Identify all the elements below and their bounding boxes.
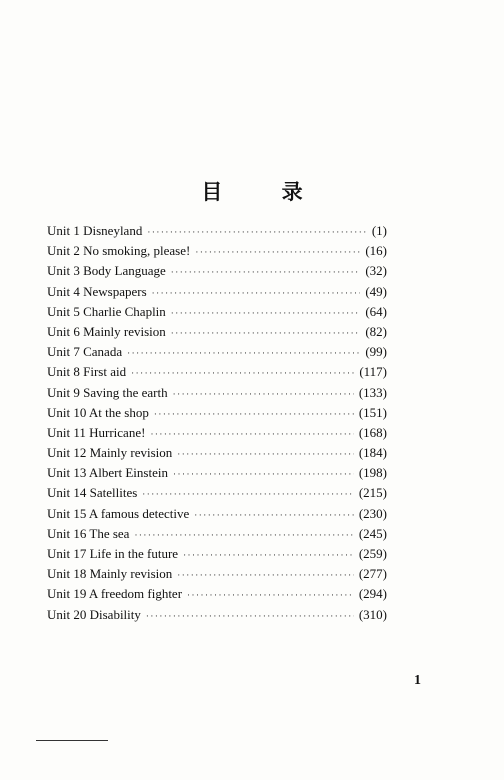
- toc-entry: [47, 605, 387, 625]
- dot-leader: [142, 484, 354, 504]
- toc-entry: [47, 362, 387, 382]
- toc-entry-title: Unit 8 First aid: [47, 364, 127, 380]
- toc-entry: [47, 443, 387, 463]
- dot-leader: [147, 222, 367, 242]
- footnote-rule: [36, 740, 108, 741]
- dot-leader: [134, 525, 353, 545]
- toc-entry: [47, 322, 387, 342]
- toc-entry-title: Unit 4 Newspapers: [47, 283, 147, 299]
- dot-leader: [154, 404, 354, 424]
- dot-leader: [194, 505, 354, 525]
- toc-entry: [47, 544, 387, 564]
- toc-entry-title: Unit 1 Disneyland: [47, 223, 143, 238]
- toc-entry: [47, 463, 387, 483]
- toc-entry-title: Unit 15 A famous detective: [47, 505, 190, 521]
- dot-leader: [173, 464, 354, 484]
- toc-entry-title: Unit 16 The sea: [47, 525, 130, 541]
- toc-entry-page: (133): [358, 384, 387, 400]
- toc-entry: [47, 302, 387, 322]
- dot-leader: [152, 283, 361, 303]
- page-title: 目 录: [201, 180, 329, 204]
- toc-entry-title: Unit 10 At the shop: [47, 404, 149, 420]
- toc-entry-title: Unit 12 Mainly revision: [47, 445, 173, 461]
- toc-entry-page: (49): [365, 283, 387, 299]
- toc-entry-page: (64): [365, 303, 387, 319]
- dot-leader: [195, 242, 360, 262]
- toc-entry-title: Unit 19 A freedom fighter: [47, 586, 183, 602]
- toc-entry-page: (259): [358, 546, 387, 561]
- toc-entry-page: (310): [358, 606, 387, 622]
- toc-entry-title: Unit 14 Satellites: [47, 485, 138, 501]
- toc-entry-page: (277): [358, 566, 387, 582]
- toc-entry: [47, 423, 387, 443]
- dot-leader: [171, 303, 361, 323]
- toc-entry-page: (117): [359, 364, 387, 380]
- toc-entry-title: Unit 17 Life in the future: [47, 546, 179, 561]
- toc-entry: [47, 504, 387, 524]
- dot-leader: [127, 343, 360, 363]
- toc-entry: [47, 483, 387, 503]
- toc-entry-page: (245): [358, 525, 387, 541]
- toc-entry-title: Unit 18 Mainly revision: [47, 566, 173, 582]
- toc-entry-title: Unit 6 Mainly revision: [47, 323, 166, 339]
- page-number: 1: [414, 673, 421, 688]
- toc-entry-page: (215): [358, 485, 387, 501]
- toc-entry-page: (16): [365, 243, 387, 259]
- dot-leader: [177, 444, 354, 464]
- toc-entry: [47, 261, 387, 281]
- toc-entry-page: (184): [358, 445, 387, 461]
- toc-entry: [47, 383, 387, 403]
- table-of-contents: [47, 221, 387, 625]
- toc-entry: [47, 241, 387, 261]
- toc-entry-page: (32): [365, 263, 387, 279]
- toc-entry-page: (99): [365, 344, 387, 360]
- toc-entry: [47, 584, 387, 604]
- toc-entry-page: (1): [371, 223, 387, 238]
- toc-entry-title: Unit 3 Body Language: [47, 263, 166, 279]
- toc-entry: [47, 564, 387, 584]
- toc-entry: [47, 403, 387, 423]
- dot-leader: [171, 323, 361, 343]
- toc-entry-page: (294): [358, 586, 387, 602]
- dot-leader: [150, 424, 353, 444]
- toc-entry-page: (168): [358, 424, 387, 440]
- toc-entry-title: Unit 9 Saving the earth: [47, 384, 168, 400]
- toc-entry: [47, 221, 387, 241]
- toc-entry-title: Unit 5 Charlie Chaplin: [47, 303, 166, 319]
- dot-leader: [131, 363, 354, 383]
- toc-entry-title: Unit 2 No smoking, please!: [47, 243, 191, 259]
- toc-entry: [47, 282, 387, 302]
- dot-leader: [177, 565, 354, 585]
- toc-entry-title: Unit 13 Albert Einstein: [47, 465, 168, 481]
- toc-entry-page: (82): [365, 323, 387, 339]
- toc-entry-title: Unit 11 Hurricane!: [47, 424, 146, 440]
- toc-entry-title: Unit 20 Disability: [47, 606, 141, 622]
- toc-entry-page: (151): [358, 404, 387, 420]
- toc-entry: [47, 524, 387, 544]
- dot-leader: [173, 384, 354, 404]
- toc-entry: [47, 342, 387, 362]
- toc-entry-title: Unit 7 Canada: [47, 344, 123, 360]
- toc-entry-page: (230): [358, 505, 387, 521]
- dot-leader: [183, 545, 354, 565]
- dot-leader: [146, 606, 354, 626]
- dot-leader: [187, 585, 354, 605]
- dot-leader: [171, 262, 361, 282]
- toc-entry-page: (198): [358, 465, 387, 481]
